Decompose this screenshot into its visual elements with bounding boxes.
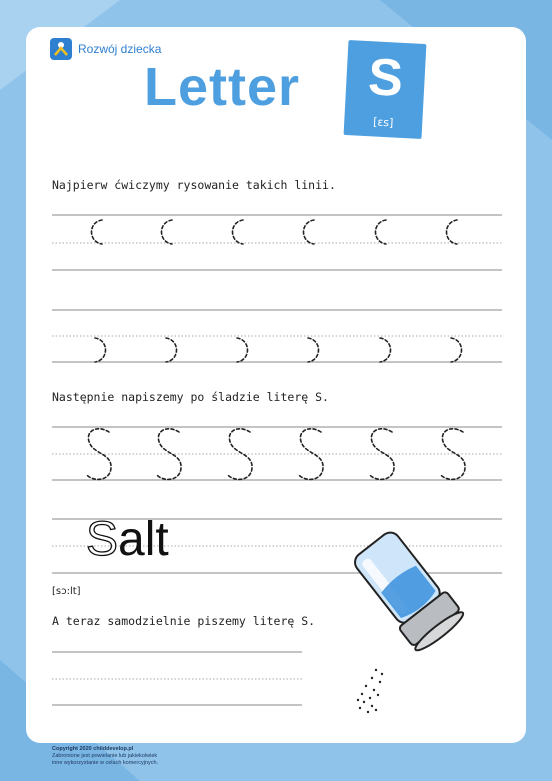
- trace-c-6: [447, 220, 458, 244]
- example-pronunciation: [sɔ:lt]: [52, 586, 81, 597]
- page-title: Letter: [144, 57, 301, 117]
- trace-rev-c-6: [451, 338, 462, 362]
- tile-letter: S: [366, 48, 405, 108]
- example-word-first-letter: S: [86, 513, 119, 566]
- trace-rev-c-3: [237, 338, 248, 362]
- trace-c-4: [304, 220, 315, 244]
- trace-rev-c-2: [166, 338, 177, 362]
- trace-rev-c-4: [308, 338, 319, 362]
- copyright-line-1: Copyright 2020 childdevelop.pl: [52, 746, 134, 752]
- copyright-line-3: inne wykorzystanie w celach komercyjnych.: [52, 760, 159, 766]
- trace-c-1: [92, 220, 103, 244]
- trace-s-6: [440, 429, 465, 480]
- instruction-trace: Następnie napiszemy po śladzie literę S.: [52, 390, 329, 404]
- trace-rev-c-1: [95, 338, 106, 362]
- salt-shaker-icon: [336, 530, 486, 720]
- example-word-rest: alt: [118, 513, 169, 566]
- example-word: [86, 513, 169, 566]
- copyright-line-2: Zabronione jest powielanie lub jakiekolwiek: [52, 753, 158, 759]
- instruction-write: A teraz samodzielnie piszemy literę S.: [52, 614, 316, 628]
- trace-c-5: [376, 220, 387, 244]
- instruction-lines: Najpierw ćwiczymy rysowanie takich linii.: [52, 178, 336, 192]
- trace-c-3: [233, 220, 244, 244]
- brand-name: Rozwój dziecka: [78, 42, 162, 56]
- trace-c-2: [162, 220, 173, 244]
- copyright: [52, 746, 158, 767]
- trace-rev-c-5: [380, 338, 391, 362]
- tile-pronunciation: [ɛs]: [372, 115, 394, 130]
